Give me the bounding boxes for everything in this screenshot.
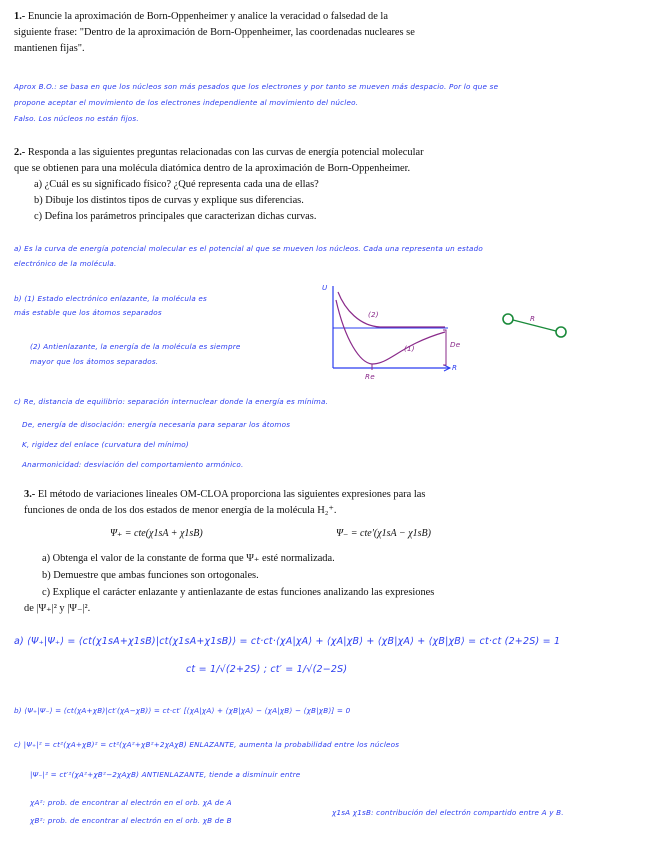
a2-b2-line2: mayor que los átomos separados.: [30, 357, 159, 366]
de-bracket: [443, 330, 446, 365]
a2-c-line4: Anarmonicidad: desviación del comportamiento armónico.: [22, 460, 244, 469]
a1-line2: propone aceptar el movimiento de los electrones independiente al movimiento del núcleo.: [14, 98, 359, 107]
a2-c-line2: De, energía de disociación: energía necesaria para separar los átomos: [22, 420, 291, 429]
a2-b2-line1: (2) Antienlazante, la energía de la molécula es siempre: [30, 342, 241, 351]
q1-line2: siguiente frase: "Dentro de la aproximación de Born-Oppenheimer, las coordenadas nucleares se: [14, 27, 415, 38]
a3-c-line3: χA²: prob. de encontrar al electrón en el orb. χA de A: [30, 798, 232, 807]
antibonding-curve: [338, 292, 445, 327]
a1-line3: Falso. Los núcleos no están fijos.: [14, 114, 139, 123]
q2-number: 2.-: [14, 147, 26, 158]
q3-number: 3.-: [24, 489, 36, 500]
q3-b: b) Demuestre que ambas funciones son ortogonales.: [42, 570, 259, 581]
q2-text-1: Responda a las siguientes preguntas relacionadas con las curvas de energía potencial molecular: [27, 147, 424, 158]
graph-r-label: R: [452, 363, 458, 372]
q3-text-1: El método de variaciones lineales OM-CLOA proporciona las siguientes expresiones para las: [37, 489, 426, 500]
molecule-r-label: R: [530, 314, 536, 323]
a3-a-line1: a) ⟨Ψ₊|Ψ₊⟩ = ⟨ct(χ1sA+χ1sB)|ct(χ1sA+χ1sB)⟩ = ct·ct·⟨χA|χA⟩ + ⟨χA|χB⟩ + ⟨χB|χA⟩ + ⟨χB|χB⟩ = ct·ct (2+2S) = 1: [14, 636, 561, 647]
q2-a: a) ¿Cuál es su significado físico? ¿Qué representa cada una de ellas?: [34, 179, 319, 190]
a3-b-line1: b) ⟨Ψ₊|Ψ₋⟩ = ⟨ct(χA+χB)|ct′(χA−χB)⟩ = ct·ct′ [⟨χA|χA⟩ + ⟨χB|χA⟩ − ⟨χA|χB⟩ − ⟨χB|χB⟩] = 0: [14, 706, 351, 715]
atom-a-icon: [503, 314, 513, 324]
q3-c2: de |Ψ₊|² y |Ψ₋|².: [24, 603, 91, 614]
q3-eq-psi-minus: Ψ₋ = cte′(χ1sA − χ1sB): [336, 528, 431, 539]
q1-number: 1.-: [14, 11, 26, 22]
a3-a-line2: ct = 1/√(2+2S) ; ct′ = 1/√(2−2S): [186, 664, 348, 675]
q2-c: c) Defina los parámetros principales que caracterizan dichas curvas.: [34, 211, 317, 222]
a2-c-line3: K, rigidez del enlace (curvatura del mínimo): [22, 440, 189, 449]
a2-c-line1: c) Re, distancia de equilibrio: separación internuclear donde la energía es mínima.: [14, 397, 329, 406]
a2-b1-line1: b) (1) Estado electrónico enlazante, la molécula es: [14, 294, 208, 303]
q2-b: b) Dibuje los distintos tipos de curvas y explique sus diferencias.: [34, 195, 304, 206]
a3-c-line4: χB²: prob. de encontrar al electrón en el orb. χB de B: [30, 816, 232, 825]
q3-eq-psi-plus: Ψ₊ = cte(χ1sA + χ1sB): [110, 528, 203, 539]
curve-1-label: (1): [404, 344, 415, 353]
a3-c-line2: |Ψ₋|² = ct′²(χA²+χB²−2χAχB) ANTIENLAZANTE, tiende a disminuir entre: [30, 770, 301, 779]
a2-a-line2: electrónico de la molécula.: [14, 259, 117, 268]
graph-u-label: U: [322, 283, 328, 292]
curve-2-label: (2): [368, 310, 379, 319]
a2-a-line1: a) Es la curva de energía potencial molecular es el potencial al que se mueven los núcleos. Cada una representa un estado: [14, 244, 483, 253]
q2-line2: que se obtienen para una molécula diatómica dentro de la aproximación de Born-Oppenheimer.: [14, 163, 411, 174]
q3-line1: [24, 488, 425, 503]
q3-line2: funciones de onda de los dos estados de menor energía de la molécula H₂⁺.: [24, 505, 337, 516]
a2-b1-line2: más estable que los átomos separados: [14, 308, 162, 317]
a3-c-line1: c) |Ψ₊|² = ct²(χA+χB)² = ct²(χA²+χB²+2χAχB) ENLAZANTE, aumenta la probabilidad entre los núcleos: [14, 740, 400, 749]
a1-line1: Aprox B.O.: se basa en que los núcleos son más pesados que los electrones y por tanto se mueven más despacio. Por lo que se: [14, 82, 499, 91]
q1-text-1: Enuncie la aproximación de Born-Oppenheimer y analice la veracidad o falsedad de la: [27, 11, 388, 22]
q3-a: a) Obtenga el valor de la constante de forma que Ψ₊ esté normalizada.: [42, 553, 335, 564]
a3-c-side: χ1sA χ1sB: contribución del electrón compartido entre A y B.: [332, 808, 564, 817]
bonding-curve: [336, 300, 445, 364]
graph-re-label: Re: [365, 372, 375, 381]
q3-c1: c) Explique el carácter enlazante y antienlazante de estas funciones analizando las expresiones: [42, 587, 435, 598]
atom-b-icon: [556, 327, 566, 337]
graph-de-label: De: [450, 340, 461, 349]
q1-line3: mantienen fijas".: [14, 43, 85, 54]
